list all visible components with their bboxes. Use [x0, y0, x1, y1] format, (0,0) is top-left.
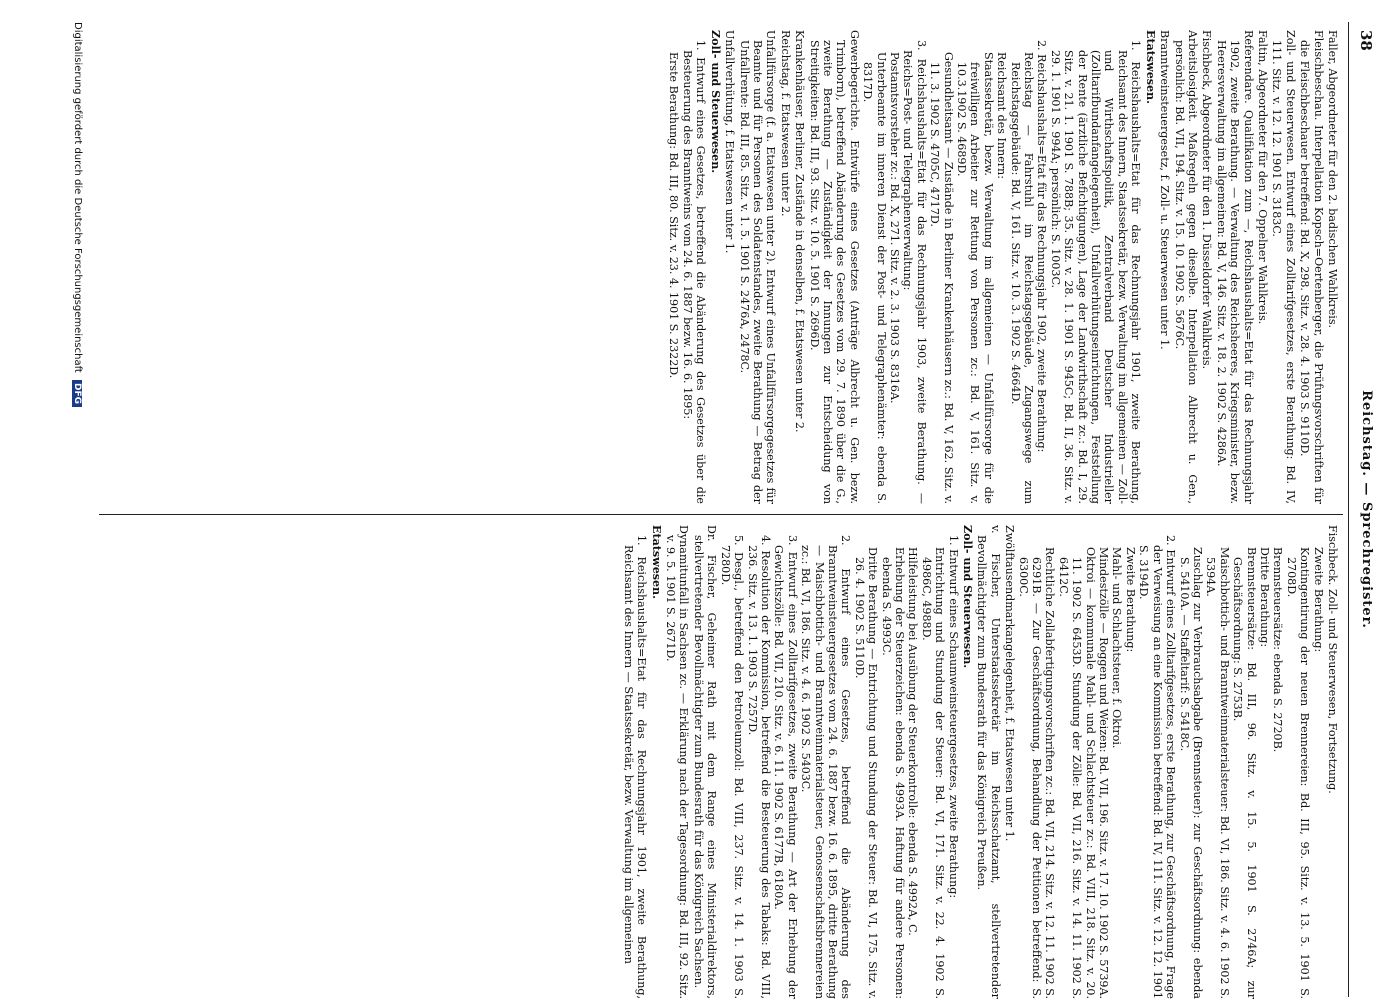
register-entry: 1. Entwurf eines Gesetzes, betreffend die Abänderung des Gesetzes über die Besteuerung des Branntweins vom 24. 6. 1887 bezw. 16. 6. 1895: [680, 40, 708, 504]
register-entry: Reichstag — Fahrstuhl im Reichstagsgebäude, Zugangswege zum Reichstagsgebäude: Bd. V, 161. Sitz. v. 10. 3. 1902 S. 4664D. [1008, 52, 1036, 504]
register-entry: 5. Desgl., betreffend den Petroleumzoll: Bd. VIII, 237. Sitz. v. 14. 1. 1903 S. 7280D. [718, 535, 746, 999]
column-divider [99, 514, 1343, 515]
section-heading: Zoll- und Steuerwesen. [708, 30, 722, 174]
register-entry: Dynamitunfall in Sachsen zc. — Erklärung nach der Tagesordnung: Bd. III, 92. Sitz. v. 9. 5. 1901 S. 2671D. [664, 525, 691, 999]
register-entry: Reichstag, f. Etatswesen unter 2. [778, 30, 792, 217]
register-entry: Faltin, Abgeordneter für den 7. Oppelner Wahlkreis. [1255, 30, 1269, 325]
register-entry: 4. Resolution der Kommission, betreffend die Besteuerung des Tabaks: Bd. VIII, 236. Sitz. v. 13. 1. 1903 S. 7257D. [745, 535, 772, 999]
running-title: Reichstag. — Sprechregister. [1359, 390, 1374, 629]
register-entry: 2. Reichshaushalts=Etat für das Rechnungsjahr 1902, zweite Berathung: [1035, 40, 1049, 453]
right-column [621, 525, 1339, 999]
register-entry: Brennsteuersätze: ebenda S. 2720B. [1271, 547, 1285, 753]
register-entry: Faller, Abgeordneter für den 2. badischen Wahlkreis. [1326, 30, 1339, 329]
register-entry: Gesundheitsamt — Zustände in Berliner Krankenhäusern zc.: Bd. V, 162. Sitz. v. 11. 3. 1902 S. 4705C, 4717D. [928, 52, 955, 504]
register-entry: Kontingentirung der neuen Brennereien: Bd. III, 95. Sitz. v. 13. 5. 1901 S. 2708D. [1284, 547, 1312, 999]
register-entry: Unterbeamte im inneren Dienst der Post- und Telegraphenämter: ebenda S. 8317D. [861, 52, 888, 504]
register-entry: Hilfeleistung bei Ausübung der Steuerkontrolle: ebenda S. 4992A, C. [906, 547, 920, 936]
register-entry: Postamtsvorsteher zc.: Bd. X, 271. Sitz. v. 2. 3. 1903 S. 8316A. [888, 52, 901, 404]
register-entry: Zoll- und Steuerwesen. Entwurf eines Zolltarifgesetzes, erste Berathung: Bd. IV, 111. Sitz. v. 12. 12. 1901 S. 3183C. [1270, 30, 1297, 504]
register-entry: Unfallverhütung, f. Etatswesen unter 1. [723, 30, 737, 254]
register-entry: 3. Reichshaushalts=Etat für das Rechnungsjahr 1903, zweite Berathung. — Reichs=Post- und Telegraphenverwaltung: [901, 40, 928, 504]
register-entry: Krankenhäuser, Berliner, Zustände in denselben, f. Etatswesen unter 2. [793, 30, 807, 433]
section-heading: Zoll- und Steuerwesen. [961, 525, 975, 669]
register-entry: Staatssekretär, bezw. Verwaltung im allgemeinen — Unfallfürsorge für die freiwilligen Arbeiter zur Rettung von Personen zc.: Bd. V, 161. Sitz. v. 10.3.1902 S. 4689D. [955, 52, 995, 504]
register-entry: Branntweinsteuergesetz, f. Zoll- u. Steuerwesen unter 1. [1158, 30, 1172, 350]
register-entry: 3. Entwurf eines Zolltarifgesetzes, zweite Berathung — Art der Erhebung der Gewichtszölle: Bd. VII, 210. Sitz. v. 6. 11. 1902 S. 6177B, 6180A. [772, 535, 799, 999]
section-heading: Etatswesen. [649, 525, 663, 599]
left-column [667, 30, 1339, 504]
register-entry: Fleischbeschau. Interpellation Kopsch=Oertenberger, die Prüfungsvorschriften für die Fleischbeschauer betreffend: Bd. X, 298. Sitz. v. 28. 4. 1903 S. 9110D. [1298, 30, 1325, 504]
register-entry: v. Fischer, Unterstaatssekretär im Reichsschatzamt, stellvertretender Bevollmächtigter zum Bundesrath für das Königreich Preußen. [975, 525, 1002, 999]
dfg-logo: DFG [72, 380, 82, 407]
register-entry: Zuschlag zur Verbrauchsabgabe (Brennsteuer): zur Geschäftsordnung: ebenda S. 5410A. — Staffeltarif: S. 5418C. [1177, 547, 1204, 999]
register-entry: Mindestzölle — Roggen und Weizen: Bd. VII, 196. Sitz. v. 17. 10. 1902 S. 5739A. [1097, 547, 1111, 1000]
register-entry: Mahl- und Schlachtsteuer, f. Oktroi. [1110, 547, 1124, 749]
register-entry: 1. Reichshaushalts=Etat für das Rechnungsjahr 1901, zweite Berathung, Reichsamt des Innern — Staatssekretär, bezw. Verwaltung im allgemeinen [621, 535, 649, 999]
register-entry: Arbeitslosigkeit. Maßregeln gegen dieselbe. Interpellation Albrecht u. Gen., persönlich: Bd. VII, 194. Sitz. v. 15. 10. 1902 S. 5676C. [1172, 30, 1199, 504]
register-entry: Referendare. Qualifikation zum —, Reichshaushalts=Etat für das Rechnungsjahr 1902, zweite Berathung. — Verwaltung des Reichsheeres, Kriegsminister, bezw. Heeresverwaltung im allgemeinen: Bd. V, 146. Sitz. v. 18. 2. 1902 S. 4286A. [1214, 30, 1255, 504]
register-entry: 2. Entwurf eines Zolltarifgesetzes, erste Berathung, zur Geschäftsordnung, Frage der Verweisung an eine Kommission betreffend: Bd. IV, 111. Sitz. v. 12. 12. 1901 S. 3194D. [1137, 535, 1178, 999]
register-entry: 1. Reichshaushalts=Etat für das Rechnungsjahr 1901, zweite Berathung, Reichsamt des Innern, Staatssekretär, bezw. Verwaltung im allgemeinen — Zoll- und Wirthschaftspolitik, Zentralverband Deutscher Industrieller (Zolltarifbundanfangelegenheit), Unfallverhütungseinrichtungen, Feststellung der Rente (ärztliche Befichtigungen), Lage der Landwirthschaft zc.: Bd. I, 29. Sitz. v. 21. 1. 1901 S. 788B; 35. Sitz. v. 28. 1. 1901 S. 945C; Bd. II, 36. Sitz. v. 29. 1. 1901 S. 994A; persönlich: S. 1003C. [1048, 40, 1143, 504]
page-number: 38 [1357, 30, 1375, 51]
register-entry: Entrichtung und Stundung der Steuer: Bd. VI, 171. Sitz. v. 22. 4. 1902 S. 4986C, 4988D. [919, 547, 947, 999]
register-entry: Gewerbegerichte. Entwürfe eines Gesetzes (Anträge Albrecht u. Gen. bezw. Trimborn), betreffend Abänderung des Gesetzes vom 29. 7. 1890 über die G., zweite Berathung — Zuständigkeit der Innungen zur Entscheidung von Streitigkeiten: Bd. III, 93. Sitz. v. 10. 5. 1901 S. 2696D. [807, 30, 861, 504]
register-entry: Brennsteuersätze: Bd. III, 96. Sitz. v. 15. 5. 1901 S. 2746A; zur Geschäftsordnung: S. 2753B. [1231, 547, 1258, 999]
section-heading: Etatswesen. [1143, 30, 1157, 104]
register-entry: Dr. Fischer, Geheimer Rath mit dem Range eines Ministerialdirektors, stellvertretender Bevollmächtigter zum Bundesrath für das Königreich Sachsen. [691, 525, 719, 999]
register-entry: 2. Entwurf eines Gesetzes, betreffend die Abänderung des Branntweinsteuergesetzes vom 24. 6. 1887 bezw. 16. 6. 1895, dritte Berathung — Maischbottich- und Branntweinmaterialsteuer, Genossenschaftsbrennereien zc.: Bd. VI, 186. Sitz. v. 4. 6. 1902 S. 5403C. [799, 535, 853, 999]
page-body [72, 22, 1383, 1000]
register-entry: Fischbeck, Abgeordneter für den 1. Düsseldorfer Wahlkreis. [1200, 30, 1214, 370]
register-entry: Rechtliche Zollabfertigungsvorschriften zc.: Bd. VII, 214. Sitz. v. 12. 11. 1902 S. 6291B. — Zur Geschäftsordnung, Behandlung der Petitionen betreffend: S. 6300C. [1016, 547, 1057, 999]
register-entry: Zweite Berathung: [1123, 547, 1137, 653]
register-entry: Fischbeck. Zoll- und Steuerwesen, Fortsetzung. [1326, 525, 1339, 794]
register-entry: 1. Entwurf eines Schaumweinsteuergesetzes, zweite Berathung: [946, 535, 960, 899]
register-entry: Dritte Berathung — Entrichtung und Stundung der Steuer: Bd. VI, 175. Sitz. v. 26. 4. 1902 S. 5110D. [852, 547, 880, 999]
register-entry: Zweite Berathung: [1311, 547, 1325, 653]
header-rule [1348, 22, 1349, 997]
register-entry: Oktroi — kommunale Mahl- und Schlachtsteuer zc.: Bd. VIII, 218. Sitz. v. 20. 11. 1902 S. 6453D. Stundung der Zölle: Bd. VII, 216. Sitz. v. 14. 11. 1902 S. 6412C. [1056, 547, 1097, 999]
register-entry: Unfallfürsorge (f. a. Etatswesen unter 2). Entwurf eines Unfallfürsorgegesetzes für Beamte und für Personen des Soldatenstandes, zweite Berathung — Betrag der Unfallrente: Bd. III, 85. Sitz. v. 1. 5. 1901 S. 2476A, 2478C. [737, 30, 778, 504]
register-entry: Dritte Berathung: [1257, 547, 1271, 648]
register-entry: Erhebung der Steuerzeichen: ebenda S. 4993A. Haftung für andere Personen: ebenda S. 4993C. [879, 547, 906, 999]
register-entry: Reichsamt des Innern: [995, 52, 1009, 179]
register-entry: Zwölftausendmarkangelegenheit, f. Etatswesen unter 1. [1003, 525, 1017, 842]
register-entry: Erste Berathung: Bd. III, 80. Sitz. v. 23. 4. 1901 S. 2322D. [667, 52, 681, 379]
register-entry: Maischbottich- und Branntweinmaterialsteuer: Bd. VI, 186. Sitz. v. 4. 6. 1902 S. 5394A. [1204, 547, 1231, 999]
funding-notice: Digitalisierung gefördert durch die Deutsche Forschungsgemeinschaft [72, 22, 83, 373]
digitization-footer [72, 22, 83, 997]
